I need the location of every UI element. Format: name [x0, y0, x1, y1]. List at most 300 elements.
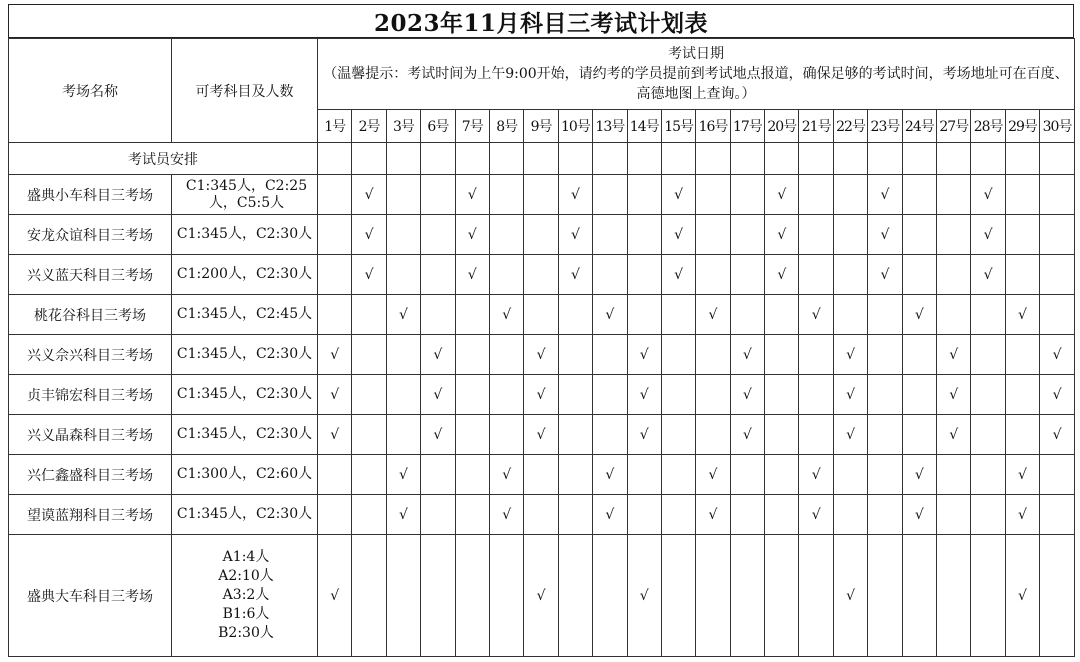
- empty-day-cell: [421, 255, 455, 295]
- exam-check-mark: √: [524, 375, 558, 415]
- empty-day-cell: [593, 535, 627, 657]
- empty-day-cell: [696, 415, 730, 455]
- empty-day-cell: [421, 455, 455, 495]
- header-row-top: [9, 39, 1075, 110]
- empty-day-cell: [352, 415, 386, 455]
- empty-day-cell: [352, 375, 386, 415]
- empty-day-cell: [833, 495, 867, 535]
- empty-day-cell: [765, 335, 799, 375]
- empty-day-cell: [696, 255, 730, 295]
- empty-day-cell: [489, 255, 523, 295]
- exam-check-mark: √: [489, 495, 523, 535]
- exam-check-mark: √: [661, 255, 695, 295]
- empty-day-cell: [971, 455, 1005, 495]
- exam-check-mark: √: [902, 295, 936, 335]
- empty-day-cell: [352, 335, 386, 375]
- day-header: 27号: [937, 110, 971, 143]
- day-header: 24号: [902, 110, 936, 143]
- exam-check-mark: √: [1040, 375, 1075, 415]
- staff-cell: [971, 143, 1005, 175]
- table-row: [9, 495, 1075, 535]
- empty-day-cell: [421, 295, 455, 335]
- empty-day-cell: [318, 215, 352, 255]
- exam-check-mark: √: [386, 295, 420, 335]
- empty-day-cell: [799, 255, 833, 295]
- empty-day-cell: [1005, 415, 1039, 455]
- empty-day-cell: [971, 535, 1005, 657]
- exam-check-mark: √: [1005, 455, 1039, 495]
- subject-quota: C1:345人，C2:25人，C5:5人: [172, 175, 318, 215]
- empty-day-cell: [902, 175, 936, 215]
- empty-day-cell: [765, 495, 799, 535]
- exam-check-mark: √: [421, 375, 455, 415]
- empty-day-cell: [902, 335, 936, 375]
- empty-day-cell: [386, 375, 420, 415]
- empty-day-cell: [902, 535, 936, 657]
- staff-cell: [799, 143, 833, 175]
- exam-check-mark: √: [868, 215, 902, 255]
- empty-day-cell: [765, 375, 799, 415]
- exam-check-mark: √: [352, 175, 386, 215]
- exam-check-mark: √: [352, 215, 386, 255]
- staff-cell: [868, 143, 902, 175]
- exam-check-mark: √: [489, 455, 523, 495]
- empty-day-cell: [696, 335, 730, 375]
- exam-check-mark: √: [627, 415, 661, 455]
- exam-check-mark: √: [318, 415, 352, 455]
- exam-check-mark: √: [1040, 415, 1075, 455]
- empty-day-cell: [661, 495, 695, 535]
- empty-day-cell: [799, 375, 833, 415]
- empty-day-cell: [661, 535, 695, 657]
- staff-cell: [352, 143, 386, 175]
- empty-day-cell: [799, 215, 833, 255]
- staff-row: [9, 143, 1075, 175]
- empty-day-cell: [730, 495, 764, 535]
- empty-day-cell: [421, 215, 455, 255]
- staff-cell: [1040, 143, 1075, 175]
- empty-day-cell: [627, 455, 661, 495]
- empty-day-cell: [1040, 535, 1075, 657]
- empty-day-cell: [971, 415, 1005, 455]
- empty-day-cell: [765, 535, 799, 657]
- exam-check-mark: √: [352, 255, 386, 295]
- table-row: [9, 175, 1075, 215]
- day-header: 8号: [489, 110, 523, 143]
- empty-day-cell: [937, 455, 971, 495]
- empty-day-cell: [593, 335, 627, 375]
- empty-day-cell: [730, 175, 764, 215]
- exam-check-mark: √: [455, 175, 489, 215]
- empty-day-cell: [799, 175, 833, 215]
- exam-check-mark: √: [799, 455, 833, 495]
- staff-cell: [627, 143, 661, 175]
- empty-day-cell: [971, 375, 1005, 415]
- table-row: [9, 295, 1075, 335]
- empty-day-cell: [386, 255, 420, 295]
- staff-cell: [455, 143, 489, 175]
- exam-check-mark: √: [696, 495, 730, 535]
- empty-day-cell: [386, 535, 420, 657]
- empty-day-cell: [661, 335, 695, 375]
- empty-day-cell: [696, 175, 730, 215]
- empty-day-cell: [558, 495, 592, 535]
- empty-day-cell: [971, 335, 1005, 375]
- empty-day-cell: [868, 375, 902, 415]
- exam-check-mark: √: [1005, 295, 1039, 335]
- date-column-header: [318, 39, 1075, 110]
- staff-cell: [524, 143, 558, 175]
- empty-day-cell: [868, 415, 902, 455]
- empty-day-cell: [318, 175, 352, 215]
- empty-day-cell: [868, 495, 902, 535]
- empty-day-cell: [799, 535, 833, 657]
- empty-day-cell: [593, 175, 627, 215]
- exam-check-mark: √: [799, 495, 833, 535]
- empty-day-cell: [558, 335, 592, 375]
- subject-quota: C1:345人，C2:30人: [172, 415, 318, 455]
- exam-check-mark: √: [971, 215, 1005, 255]
- empty-day-cell: [386, 215, 420, 255]
- subject-quota: C1:300人，C2:60人: [172, 455, 318, 495]
- empty-day-cell: [696, 535, 730, 657]
- empty-day-cell: [352, 495, 386, 535]
- empty-day-cell: [1040, 215, 1075, 255]
- venue-name: 兴义佘兴科目三考场: [9, 335, 172, 375]
- day-header: 28号: [971, 110, 1005, 143]
- empty-day-cell: [318, 495, 352, 535]
- venue-name: 贞丰锦宏科目三考场: [9, 375, 172, 415]
- subject-quota: C1:200人，C2:30人: [172, 255, 318, 295]
- table-row: [9, 255, 1075, 295]
- empty-day-cell: [937, 215, 971, 255]
- empty-day-cell: [937, 535, 971, 657]
- staff-cell: [661, 143, 695, 175]
- empty-day-cell: [1005, 175, 1039, 215]
- venue-name: 望谟蓝翔科目三考场: [9, 495, 172, 535]
- empty-day-cell: [902, 375, 936, 415]
- exam-check-mark: √: [730, 375, 764, 415]
- empty-day-cell: [524, 175, 558, 215]
- day-header: 21号: [799, 110, 833, 143]
- empty-day-cell: [833, 215, 867, 255]
- exam-check-mark: √: [730, 415, 764, 455]
- empty-day-cell: [730, 455, 764, 495]
- exam-check-mark: √: [386, 455, 420, 495]
- exam-check-mark: √: [558, 175, 592, 215]
- empty-day-cell: [730, 255, 764, 295]
- empty-day-cell: [593, 375, 627, 415]
- exam-check-mark: √: [937, 335, 971, 375]
- empty-day-cell: [455, 535, 489, 657]
- table-row: [9, 215, 1075, 255]
- empty-day-cell: [833, 175, 867, 215]
- empty-day-cell: [558, 535, 592, 657]
- empty-day-cell: [352, 455, 386, 495]
- exam-check-mark: √: [558, 255, 592, 295]
- empty-day-cell: [627, 255, 661, 295]
- empty-day-cell: [524, 295, 558, 335]
- empty-day-cell: [455, 335, 489, 375]
- empty-day-cell: [1005, 215, 1039, 255]
- empty-day-cell: [661, 415, 695, 455]
- empty-day-cell: [765, 295, 799, 335]
- staff-cell: [489, 143, 523, 175]
- empty-day-cell: [902, 415, 936, 455]
- table-row: [9, 455, 1075, 495]
- exam-check-mark: √: [730, 335, 764, 375]
- exam-check-mark: √: [1040, 335, 1075, 375]
- day-header: 17号: [730, 110, 764, 143]
- exam-check-mark: √: [1005, 495, 1039, 535]
- empty-day-cell: [868, 335, 902, 375]
- exam-check-mark: √: [627, 375, 661, 415]
- day-header: 30号: [1040, 110, 1075, 143]
- staff-cell: [902, 143, 936, 175]
- empty-day-cell: [765, 455, 799, 495]
- empty-day-cell: [696, 375, 730, 415]
- day-header: 1号: [318, 110, 352, 143]
- staff-cell: [421, 143, 455, 175]
- empty-day-cell: [489, 175, 523, 215]
- empty-day-cell: [386, 335, 420, 375]
- day-header: 10号: [558, 110, 592, 143]
- subject-quota: C1:345人，C2:30人: [172, 335, 318, 375]
- exam-check-mark: √: [661, 175, 695, 215]
- exam-check-mark: √: [833, 375, 867, 415]
- empty-day-cell: [937, 255, 971, 295]
- exam-check-mark: √: [833, 415, 867, 455]
- subject-quota-item: A3:2人: [222, 587, 270, 603]
- empty-day-cell: [524, 495, 558, 535]
- empty-day-cell: [352, 535, 386, 657]
- exam-check-mark: √: [455, 215, 489, 255]
- empty-day-cell: [593, 255, 627, 295]
- subject-column-header: 可考科目及人数: [172, 39, 318, 143]
- empty-day-cell: [318, 255, 352, 295]
- exam-check-mark: √: [318, 535, 352, 657]
- staff-cell: [386, 143, 420, 175]
- exam-check-mark: √: [868, 175, 902, 215]
- day-header: 6号: [421, 110, 455, 143]
- exam-check-mark: √: [902, 495, 936, 535]
- empty-day-cell: [489, 535, 523, 657]
- empty-day-cell: [455, 375, 489, 415]
- empty-day-cell: [489, 215, 523, 255]
- exam-check-mark: √: [799, 295, 833, 335]
- exam-check-mark: √: [661, 215, 695, 255]
- empty-day-cell: [902, 215, 936, 255]
- staff-cell: [730, 143, 764, 175]
- exam-check-mark: √: [902, 455, 936, 495]
- empty-day-cell: [455, 415, 489, 455]
- day-header: 16号: [696, 110, 730, 143]
- empty-day-cell: [524, 455, 558, 495]
- empty-day-cell: [558, 455, 592, 495]
- day-header: 7号: [455, 110, 489, 143]
- exam-check-mark: √: [558, 215, 592, 255]
- empty-day-cell: [661, 295, 695, 335]
- day-header: 20号: [765, 110, 799, 143]
- exam-check-mark: √: [833, 535, 867, 657]
- empty-day-cell: [627, 215, 661, 255]
- empty-day-cell: [1040, 295, 1075, 335]
- exam-check-mark: √: [386, 495, 420, 535]
- table-row: [9, 375, 1075, 415]
- exam-check-mark: √: [455, 255, 489, 295]
- exam-check-mark: √: [489, 295, 523, 335]
- empty-day-cell: [489, 335, 523, 375]
- empty-day-cell: [524, 255, 558, 295]
- exam-check-mark: √: [627, 335, 661, 375]
- exam-check-mark: √: [421, 415, 455, 455]
- empty-day-cell: [1005, 375, 1039, 415]
- venue-name: 盛典大车科目三考场: [9, 535, 172, 657]
- table-row: [9, 415, 1075, 455]
- empty-day-cell: [318, 455, 352, 495]
- staff-cell: [937, 143, 971, 175]
- empty-day-cell: [799, 335, 833, 375]
- empty-day-cell: [765, 415, 799, 455]
- exam-check-mark: √: [696, 455, 730, 495]
- subject-quota: C1:345人，C2:30人: [172, 495, 318, 535]
- empty-day-cell: [558, 375, 592, 415]
- empty-day-cell: [730, 295, 764, 335]
- exam-check-mark: √: [318, 375, 352, 415]
- empty-day-cell: [971, 495, 1005, 535]
- empty-day-cell: [1040, 175, 1075, 215]
- empty-day-cell: [627, 495, 661, 535]
- empty-day-cell: [1040, 495, 1075, 535]
- empty-day-cell: [489, 415, 523, 455]
- exam-check-mark: √: [421, 335, 455, 375]
- empty-day-cell: [455, 295, 489, 335]
- empty-day-cell: [799, 415, 833, 455]
- day-header: 13号: [593, 110, 627, 143]
- empty-day-cell: [661, 375, 695, 415]
- empty-day-cell: [455, 455, 489, 495]
- exam-check-mark: √: [971, 175, 1005, 215]
- empty-day-cell: [421, 495, 455, 535]
- empty-day-cell: [386, 175, 420, 215]
- exam-check-mark: √: [524, 335, 558, 375]
- exam-check-mark: √: [627, 535, 661, 657]
- day-header: 2号: [352, 110, 386, 143]
- day-header: 9号: [524, 110, 558, 143]
- exam-check-mark: √: [593, 295, 627, 335]
- empty-day-cell: [1005, 255, 1039, 295]
- empty-day-cell: [421, 535, 455, 657]
- day-header: 3号: [386, 110, 420, 143]
- empty-day-cell: [627, 175, 661, 215]
- exam-check-mark: √: [971, 255, 1005, 295]
- table-row: [9, 535, 1075, 657]
- empty-day-cell: [937, 175, 971, 215]
- exam-check-mark: √: [524, 535, 558, 657]
- staff-cell: [318, 143, 352, 175]
- exam-check-mark: √: [765, 215, 799, 255]
- subject-quota: [172, 535, 318, 657]
- empty-day-cell: [661, 455, 695, 495]
- venue-name: 安龙众谊科目三考场: [9, 215, 172, 255]
- empty-day-cell: [868, 455, 902, 495]
- day-header: 23号: [868, 110, 902, 143]
- empty-day-cell: [386, 415, 420, 455]
- empty-day-cell: [868, 535, 902, 657]
- subject-quota: C1:345人，C2:30人: [172, 375, 318, 415]
- staff-cell: [765, 143, 799, 175]
- empty-day-cell: [627, 295, 661, 335]
- empty-day-cell: [455, 495, 489, 535]
- empty-day-cell: [593, 215, 627, 255]
- exam-check-mark: √: [593, 495, 627, 535]
- subject-quota: C1:345人，C2:30人: [172, 215, 318, 255]
- empty-day-cell: [318, 295, 352, 335]
- empty-day-cell: [558, 295, 592, 335]
- venue-name: 兴仁鑫盛科目三考场: [9, 455, 172, 495]
- venue-name: 兴义晶森科目三考场: [9, 415, 172, 455]
- empty-day-cell: [730, 535, 764, 657]
- subject-quota-item: B2:30人: [218, 625, 274, 641]
- exam-check-mark: √: [593, 455, 627, 495]
- staff-cell: [593, 143, 627, 175]
- empty-day-cell: [833, 255, 867, 295]
- venue-name: 兴义蓝天科目三考场: [9, 255, 172, 295]
- exam-check-mark: √: [868, 255, 902, 295]
- exam-schedule-table: [8, 38, 1075, 657]
- empty-day-cell: [421, 175, 455, 215]
- staff-cell: [696, 143, 730, 175]
- empty-day-cell: [1005, 335, 1039, 375]
- empty-day-cell: [902, 255, 936, 295]
- empty-day-cell: [937, 295, 971, 335]
- exam-check-mark: √: [1005, 535, 1039, 657]
- empty-day-cell: [352, 295, 386, 335]
- date-header-note: （温馨提示：考试时间为上午9:00开始，请约考的学员提前到考试地点报道，确保足够的考试时间，考场地址可在百度、高德地图上查询。）: [323, 66, 1069, 102]
- subject-quota-item: A2:10人: [218, 568, 274, 584]
- subject-quota: C1:345人，C2:45人: [172, 295, 318, 335]
- subject-quota-item: A1:4人: [222, 549, 270, 565]
- empty-day-cell: [833, 455, 867, 495]
- exam-check-mark: √: [765, 255, 799, 295]
- venue-name: 桃花谷科目三考场: [9, 295, 172, 335]
- empty-day-cell: [593, 415, 627, 455]
- exam-check-mark: √: [765, 175, 799, 215]
- empty-day-cell: [730, 215, 764, 255]
- date-header-title: 考试日期: [667, 46, 724, 62]
- empty-day-cell: [696, 215, 730, 255]
- day-header: 15号: [661, 110, 695, 143]
- empty-day-cell: [489, 375, 523, 415]
- table-row: [9, 335, 1075, 375]
- exam-check-mark: √: [524, 415, 558, 455]
- day-header: 22号: [833, 110, 867, 143]
- page-title: 2023年11月科目三考试计划表: [8, 4, 1074, 38]
- empty-day-cell: [1040, 255, 1075, 295]
- staff-cell: [558, 143, 592, 175]
- staff-row-label: 考试员安排: [9, 143, 318, 175]
- venue-column-header: 考场名称: [9, 39, 172, 143]
- exam-check-mark: √: [937, 415, 971, 455]
- exam-check-mark: √: [833, 335, 867, 375]
- exam-check-mark: √: [937, 375, 971, 415]
- empty-day-cell: [971, 295, 1005, 335]
- empty-day-cell: [558, 415, 592, 455]
- empty-day-cell: [524, 215, 558, 255]
- day-header: 29号: [1005, 110, 1039, 143]
- empty-day-cell: [868, 295, 902, 335]
- empty-day-cell: [833, 295, 867, 335]
